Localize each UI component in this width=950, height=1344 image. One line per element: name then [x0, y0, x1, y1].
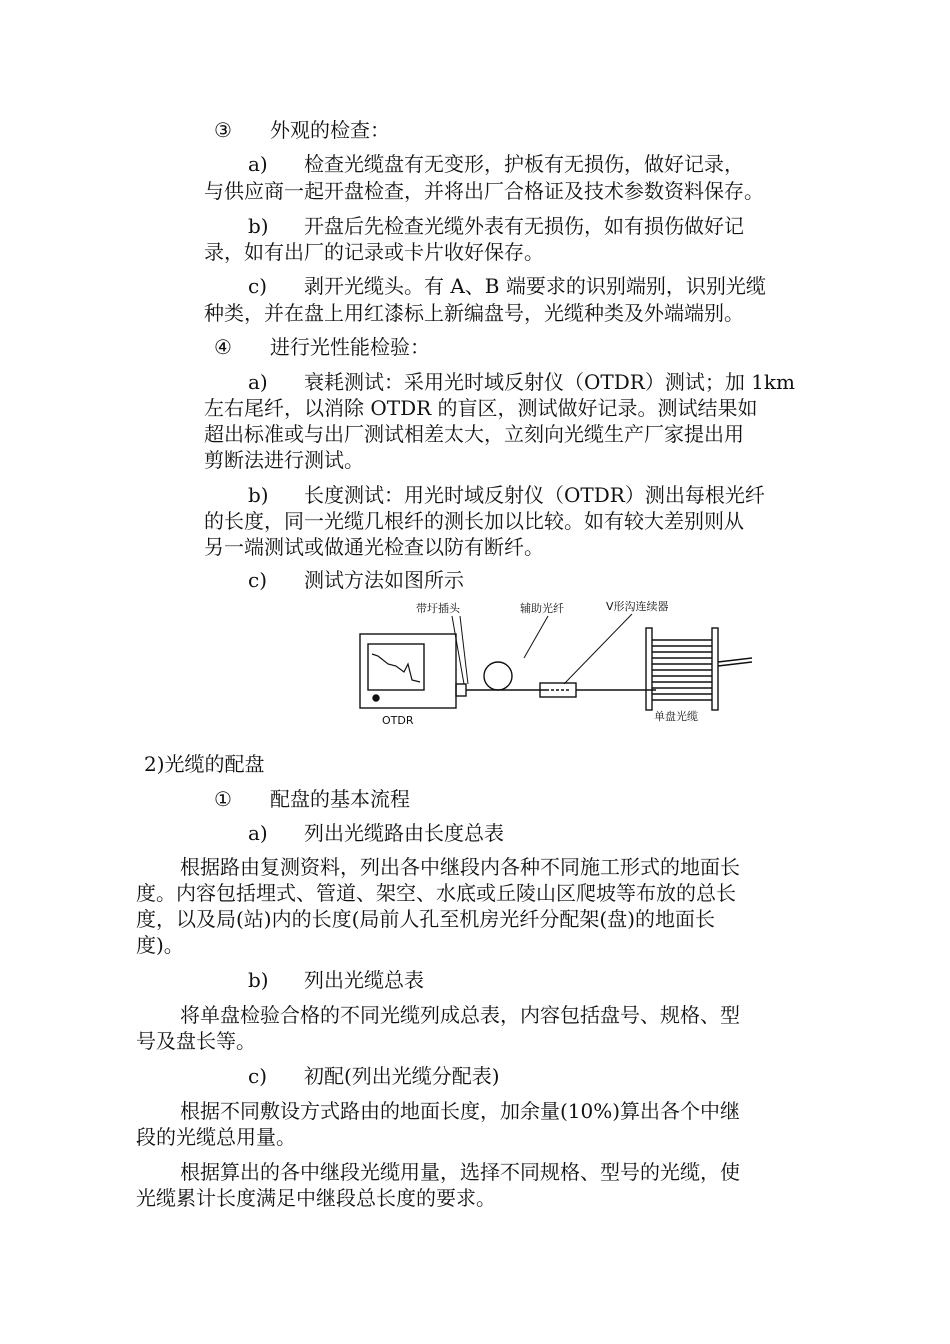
- item-4a-line2: 左右尾纤，以消除 OTDR 的盲区，测试做好记录。测试结果如: [204, 396, 758, 420]
- item-3b-line1: [248, 214, 744, 238]
- item-3a-line1: [248, 152, 744, 176]
- para1-line4: 度)。: [136, 933, 184, 957]
- para4-line1: 根据算出的各中继段光缆用量，选择不同规格、型号的光缆，使: [180, 1160, 740, 1184]
- item-2c-marker: c): [248, 1064, 268, 1088]
- item-2c-heading: [248, 1064, 500, 1088]
- para3-line2: 段的光缆总用量。: [136, 1125, 296, 1149]
- item-2c-title: 初配(列出光缆分配表): [304, 1064, 500, 1088]
- section-3-title: 外观的检查：: [270, 118, 390, 142]
- item-3c-text1: 剥开光缆头。有 A、B 端要求的识别端别，识别光缆: [304, 274, 766, 298]
- v-groove-connector: [540, 683, 656, 697]
- item-3a-marker: a): [248, 152, 268, 176]
- item-2b-heading: [248, 968, 424, 992]
- item-3c-line2: 种类，并在盘上用红漆标上新编盘号，光缆种类及外端端别。: [204, 301, 744, 325]
- item-3a-line2: 与供应商一起开盘检查，并将出厂合格证及技术参数资料保存。: [204, 179, 764, 203]
- para1-line1: 根据路由复测资料，列出各中继段内各种不同施工形式的地面长: [180, 855, 740, 879]
- label-v-connector: V形沟连续器: [606, 600, 669, 613]
- item-4a-marker: a): [248, 370, 268, 394]
- item-4b-line2: 的长度，同一光缆几根纤的测长加以比较。如有较大差别则从: [204, 509, 744, 533]
- label-aux-fiber: 辅助光纤: [520, 602, 564, 615]
- step1-marker: ①: [214, 787, 232, 811]
- para2-line1: 将单盘检验合格的不同光缆列成总表，内容包括盘号、规格、型: [180, 1003, 740, 1027]
- item-4b-line1: [248, 483, 765, 507]
- cable-reel: [646, 628, 752, 710]
- item-2b-title: 列出光缆总表: [304, 968, 424, 992]
- item-4a-line4: 剪断法进行测试。: [204, 448, 364, 472]
- para1-line2: 度。内容包括埋式、管道、架空、水底或丘陵山区爬坡等布放的总长: [136, 881, 736, 905]
- label-connector: 带圩插头: [416, 602, 460, 615]
- item-4a-line1: [248, 370, 795, 394]
- item-2b-marker: b): [248, 968, 269, 992]
- label-otdr: OTDR: [382, 714, 414, 727]
- item-2a-heading: [248, 821, 504, 845]
- item-3b-text1: 开盘后先检查光缆外表有无损伤，如有损伤做好记: [304, 214, 744, 238]
- item-3b-line2: 录，如有出厂的记录或卡片收好保存。: [204, 240, 544, 264]
- otdr-test-diagram: [356, 596, 756, 728]
- item-4b-marker: b): [248, 483, 269, 507]
- item-4b-line3: 另一端测试或做通光检查以防有断纤。: [204, 535, 544, 559]
- item-4a-text1: 衰耗测试：采用光时域反射仪（OTDR）测试；加 1km: [304, 370, 795, 394]
- item-3c-line1: [248, 274, 766, 298]
- item-4c-text1: 测试方法如图所示: [304, 568, 464, 592]
- label-reel: 单盘光缆: [654, 710, 698, 723]
- item-3a-text1: 检查光缆盘有无变形，护板有无损伤，做好记录，: [304, 152, 744, 176]
- otdr-device: [360, 634, 466, 708]
- item-3c-marker: c): [248, 274, 268, 298]
- part2-heading: 2)光缆的配盘: [144, 752, 265, 776]
- para3-line1: 根据不同敷设方式路由的地面长度，加余量(10%)算出各个中继: [180, 1099, 741, 1123]
- item-4a-line3: 超出标准或与出厂测试相差太大，立刻向光缆生产厂家提出用: [204, 422, 744, 446]
- item-2a-title: 列出光缆路由长度总表: [304, 821, 504, 845]
- step1-title: 配盘的基本流程: [270, 787, 410, 811]
- item-4b-text1: 长度测试：用光时域反射仪（OTDR）测出每根光纤: [304, 483, 765, 507]
- item-3b-marker: b): [248, 214, 269, 238]
- para2-line2: 号及盘长等。: [136, 1029, 256, 1053]
- item-4c-line1: [248, 568, 464, 592]
- step1-heading: [214, 787, 410, 811]
- section-4-marker: ④: [214, 335, 232, 359]
- section-4-title: 进行光性能检验：: [270, 335, 430, 359]
- section-4-heading: [214, 335, 430, 359]
- para4-line2: 光缆累计长度满足中继段总长度的要求。: [136, 1186, 496, 1210]
- item-2a-marker: a): [248, 821, 268, 845]
- para1-line3: 度，以及局(站)内的长度(局前人孔至机房光纤分配架(盘)的地面长: [136, 907, 716, 931]
- section-3-marker: ③: [214, 118, 232, 142]
- section-3-heading: [214, 118, 390, 142]
- item-4c-marker: c): [248, 568, 268, 592]
- aux-fiber-coil: [466, 662, 546, 690]
